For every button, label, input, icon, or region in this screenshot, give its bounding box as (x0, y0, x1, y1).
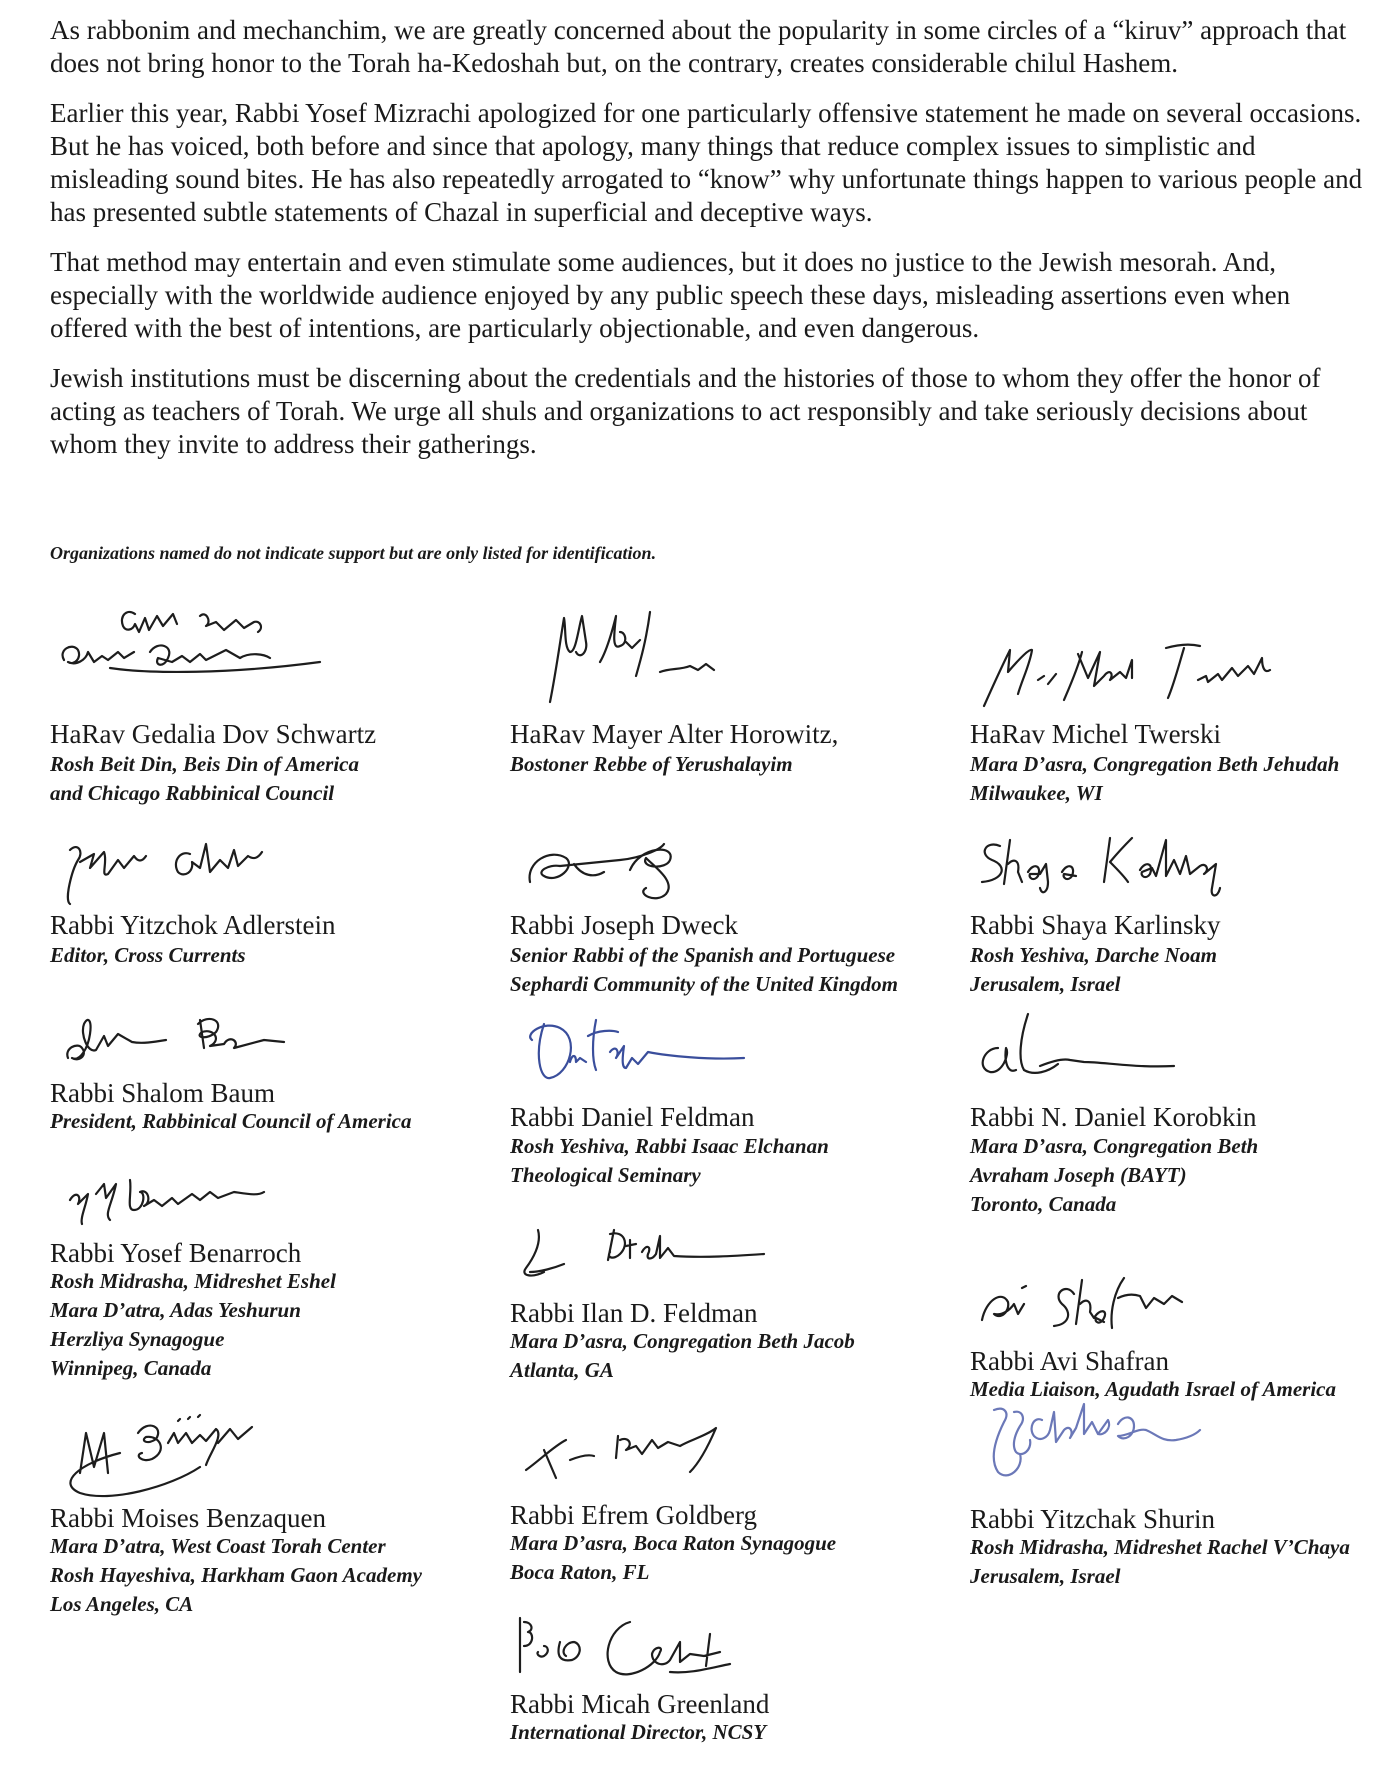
signatory-name: Rabbi Yitzchak Shurin (970, 1504, 1215, 1534)
signatory-roles (510, 1132, 829, 1190)
signatory-role: Mara D’asra, Congregation Beth Jehudah (970, 752, 1340, 776)
signature-image (970, 640, 1290, 710)
signature-image (50, 1160, 330, 1240)
signatory-role: Mara D’atra, Adas Yeshurun (50, 1298, 301, 1322)
paragraph-2: Earlier this year, Rabbi Yosef Mizrachi apologized for one particularly offensive statement he made on several occasions. But he has voiced, both before and since that apology, many things that reduce complex issues to simplistic and misleading sound bites. He has also repeatedly arrogated to “know” why unfortunate things happen to various people and has presented subtle statements of Chazal in superficial and deceptive ways. (50, 98, 1363, 227)
signature-image (510, 1012, 770, 1092)
signatory-role: Los Angeles, CA (50, 1592, 194, 1616)
signatory-role: Sephardi Community of the United Kingdom (510, 972, 898, 996)
signatory-role: Senior Rabbi of the Spanish and Portuguese (510, 943, 896, 967)
signature-image (510, 1420, 750, 1490)
signatory-name: Rabbi N. Daniel Korobkin (970, 1102, 1257, 1132)
signatory-role: Mara D’asra, Congregation Beth Jacob (510, 1329, 855, 1353)
signature-image (510, 830, 750, 910)
signature-image (970, 1400, 1230, 1490)
signature-image (50, 998, 330, 1068)
signature-image (970, 1008, 1230, 1088)
signatory-name: Rabbi Shalom Baum (50, 1078, 275, 1108)
paragraph-3: That method may entertain and even stimulate some audiences, but it does no justice to the Jewish mesorah. And, especially with the worldwide audience enjoyed by any public speech these days, misleading assertions even when offered with the best of intentions, are particularly objectionable, and even dangerous. (50, 247, 1291, 343)
signatory-name: Rabbi Daniel Feldman (510, 1102, 755, 1132)
signatory-role: Rosh Yeshiva, Rabbi Isaac Elchanan (510, 1134, 829, 1158)
signatory-role: Milwaukee, WI (970, 781, 1103, 805)
signatory-role: Mara D’atra, West Coast Torah Center (50, 1534, 386, 1558)
paragraph-1: As rabbonim and mechanchim, we are greatly concerned about the popularity in some circles of a “kiruv” approach that does not bring honor to the Torah ha-Kedoshah but, on the contrary, creates considerable chilul Hashem. (50, 15, 1347, 78)
signatory-name: Rabbi Ilan D. Feldman (510, 1298, 758, 1328)
signatory-role: Theological Seminary (510, 1163, 701, 1187)
signature-image (970, 1270, 1230, 1340)
signatory-role: Mara D’asra, Congregation Beth (970, 1134, 1259, 1158)
signatory-roles (50, 1267, 336, 1383)
signature-image (510, 1220, 770, 1290)
signatory-role: Toronto, Canada (970, 1192, 1117, 1216)
signatory-role: Atlanta, GA (510, 1358, 614, 1382)
signature-image (50, 822, 330, 912)
signatory-role: and Chicago Rabbinical Council (50, 781, 335, 805)
signatory-name: Rabbi Shaya Karlinsky (970, 910, 1221, 940)
signature-image (510, 1612, 770, 1692)
signature-image (510, 602, 750, 712)
signatory-role: Media Liaison, Agudath Israel of America (970, 1377, 1336, 1401)
signatory-roles (970, 750, 1339, 808)
signatory-roles (510, 1718, 766, 1747)
signatory-roles (50, 1107, 411, 1136)
signatory-name: Rabbi Yosef Benarroch (50, 1238, 302, 1268)
signatory-role: Herzliya Synagogue (50, 1327, 225, 1351)
signature-image (970, 830, 1270, 910)
letter-body (50, 14, 1370, 478)
signatory-name: Rabbi Moises Benzaquen (50, 1503, 326, 1533)
signatory-roles (50, 941, 246, 970)
signatory-role: Winnipeg, Canada (50, 1356, 212, 1380)
signatory-name: HaRav Mayer Alter Horowitz, (510, 719, 839, 749)
signatory-role: President, Rabbinical Council of America (50, 1109, 412, 1133)
signatory-roles (510, 1529, 836, 1587)
signatory-roles (510, 750, 793, 779)
signatory-name: Rabbi Efrem Goldberg (510, 1500, 757, 1530)
signatory-role: Jerusalem, Israel (970, 972, 1121, 996)
signatory-roles (50, 750, 359, 808)
signatory-name: HaRav Michel Twerski (970, 719, 1222, 749)
signatory-role: Mara D’asra, Boca Raton Synagogue (510, 1531, 837, 1555)
signatory-roles (970, 941, 1217, 999)
signatory-roles (510, 941, 898, 999)
signatory-role: Jerusalem, Israel (970, 1564, 1121, 1588)
signatory-roles (970, 1533, 1350, 1591)
signatory-role: Rosh Midrasha, Midreshet Rachel V’Chaya (970, 1535, 1350, 1559)
signatory-role: Rosh Midrasha, Midreshet Eshel (50, 1269, 336, 1293)
signatory-role: International Director, NCSY (510, 1720, 767, 1744)
signatory-name: Rabbi Micah Greenland (510, 1689, 770, 1719)
signatory-role: Avraham Joseph (BAYT) (970, 1163, 1187, 1187)
signatory-role: Rosh Yeshiva, Darche Noam (970, 943, 1217, 967)
signatory-role: Bostoner Rebbe of Yerushalayim (510, 752, 793, 776)
signature-image (50, 602, 350, 692)
signatory-name: HaRav Gedalia Dov Schwartz (50, 719, 377, 749)
signatory-roles (50, 1532, 422, 1619)
identification-disclaimer: Organizations named do not indicate support but are only listed for identification. (50, 543, 657, 563)
signatory-name: Rabbi Avi Shafran (970, 1346, 1169, 1376)
signatory-role: Boca Raton, FL (510, 1560, 650, 1584)
signature-image (50, 1403, 330, 1503)
signatory-roles (970, 1132, 1258, 1219)
signatory-name: Rabbi Joseph Dweck (510, 910, 738, 940)
signatory-role: Rosh Beit Din, Beis Din of America (50, 752, 360, 776)
paragraph-4: Jewish institutions must be discerning about the credentials and the histories of those to whom they offer the honor of acting as teachers of Torah. We urge all shuls and organizations to act responsibly and take seriously decisions about whom they invite to address their gatherings. (50, 363, 1321, 459)
signatory-name: Rabbi Yitzchok Adlerstein (50, 910, 336, 940)
signatory-roles (510, 1327, 855, 1385)
signatory-role: Rosh Hayeshiva, Harkham Gaon Academy (50, 1563, 422, 1587)
signatory-role: Editor, Cross Currents (50, 943, 246, 967)
